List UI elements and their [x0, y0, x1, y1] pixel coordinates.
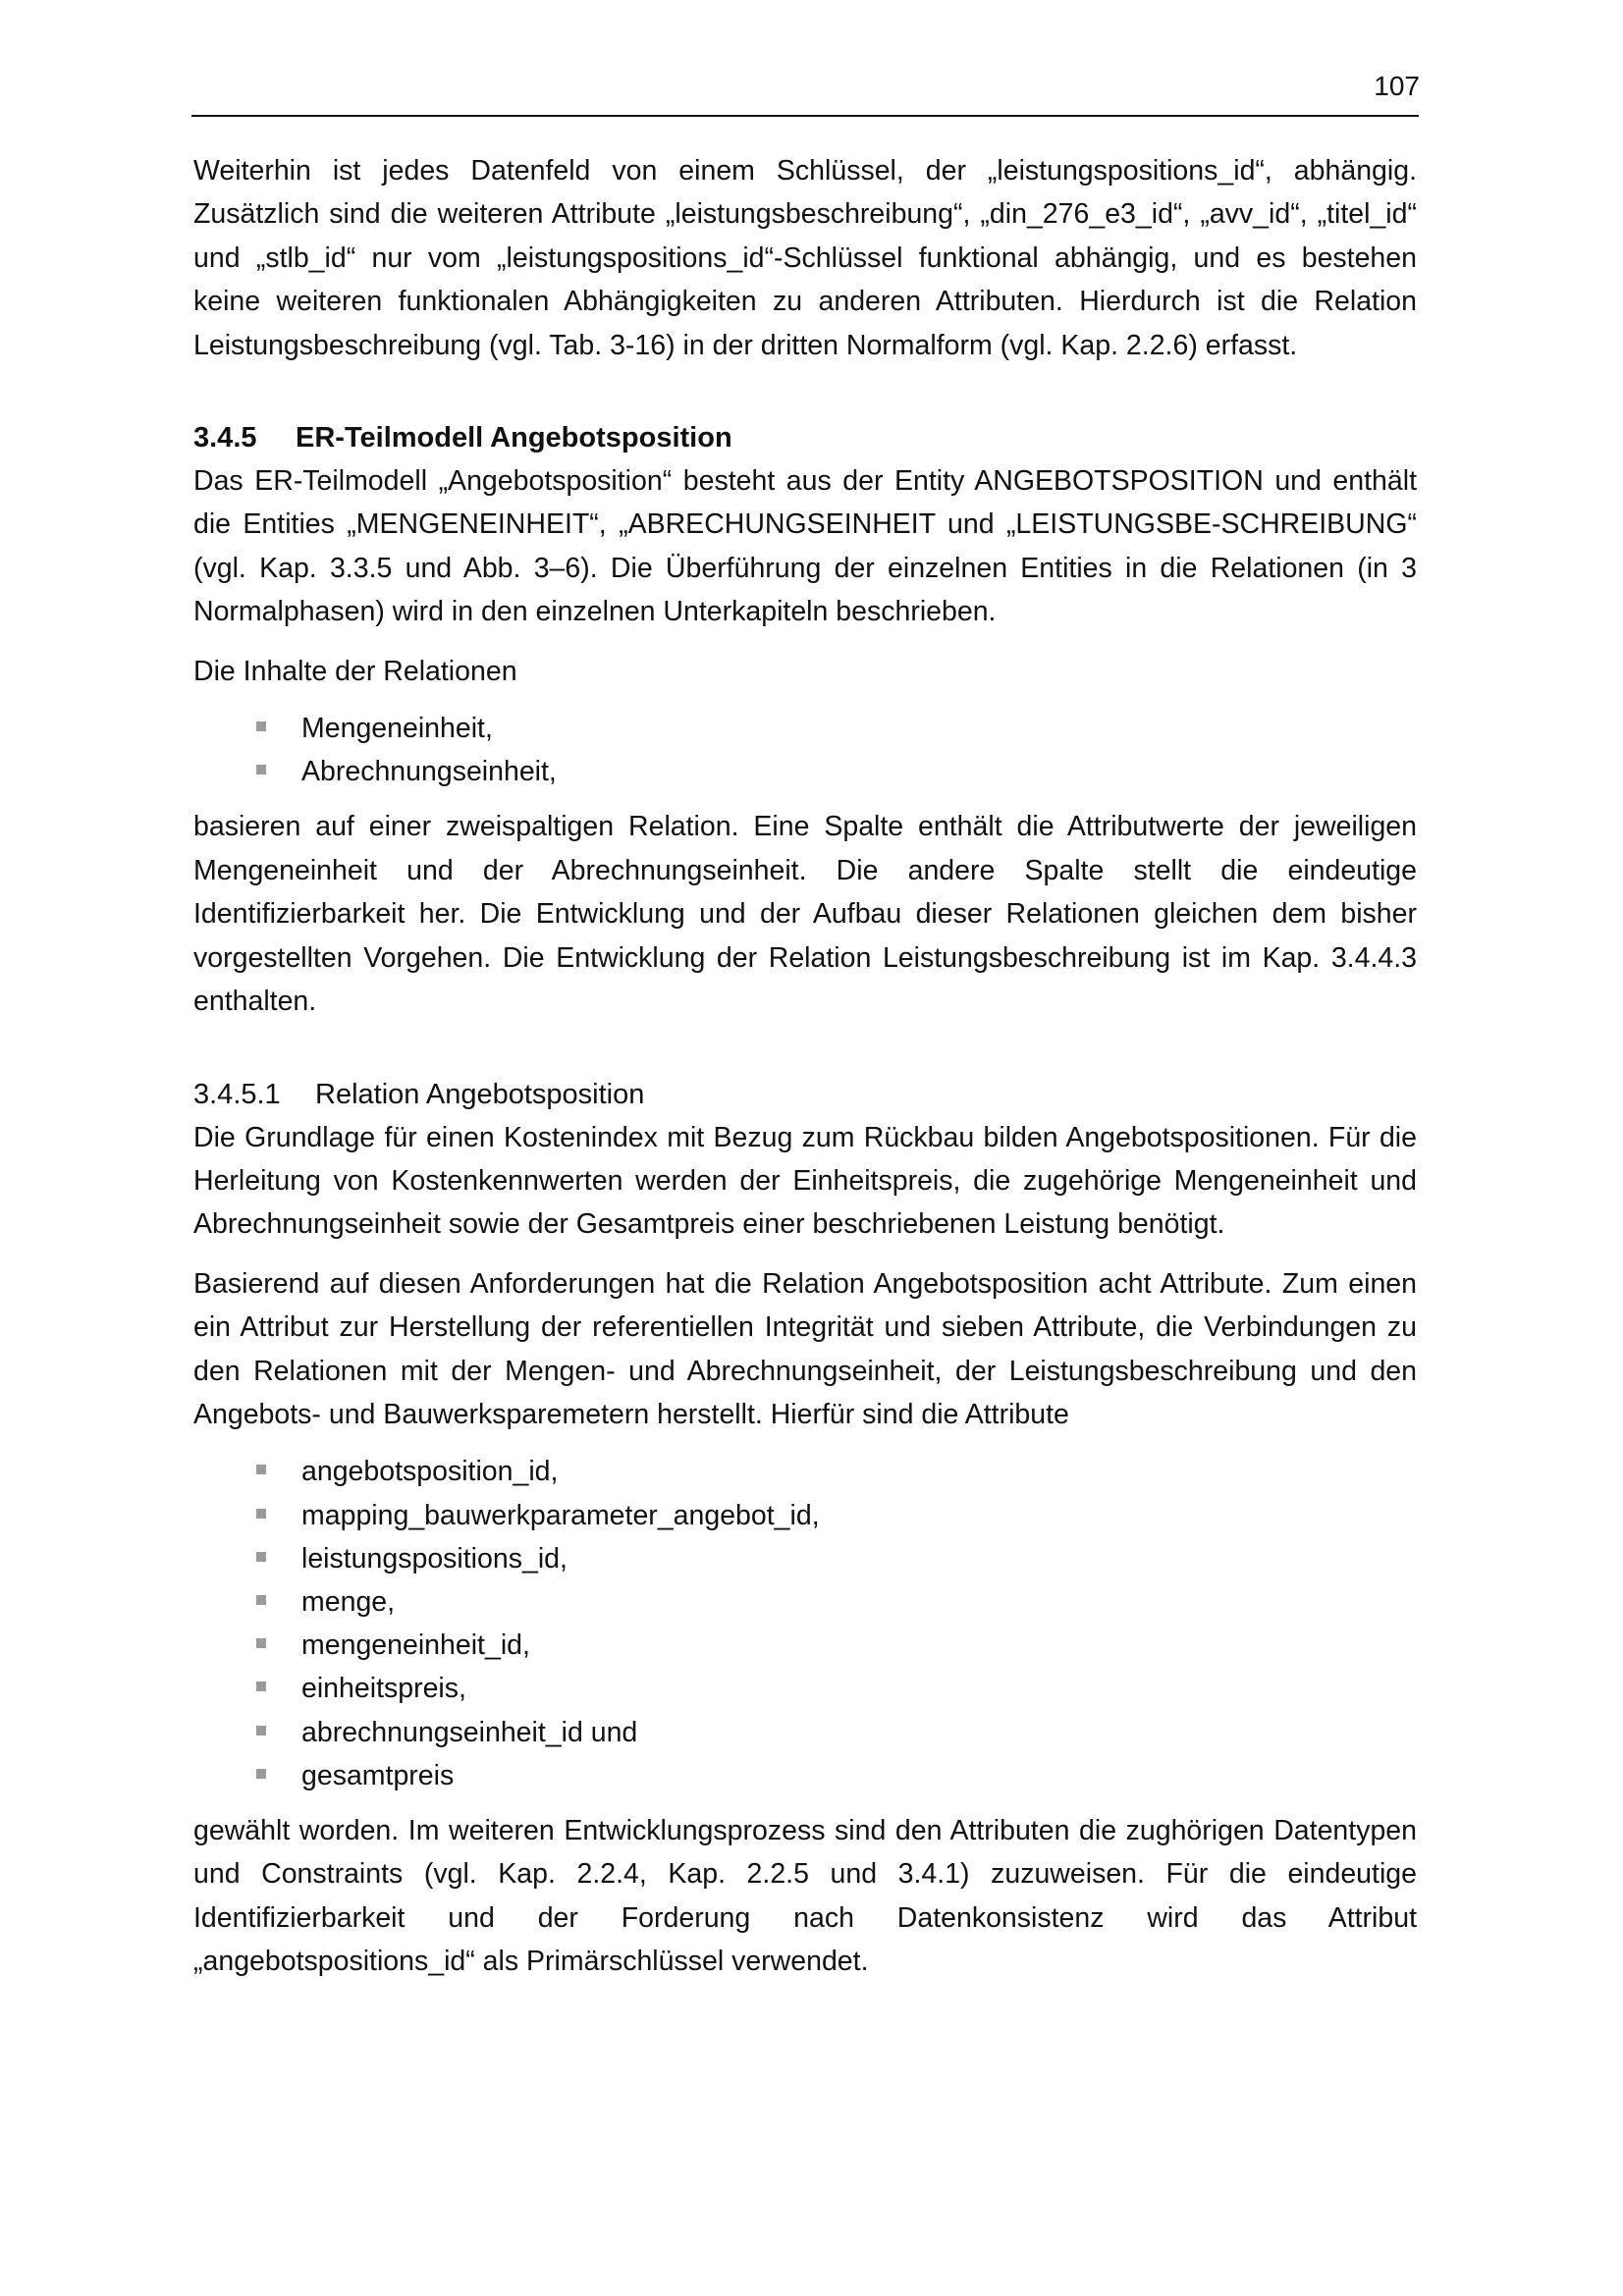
list-item: Abrechnungseinheit,	[193, 750, 1417, 793]
paragraph-cost-index: Die Grundlage für einen Kostenindex mit Bezug zum Rückbau bilden Angebotspositionen. Für die Herleitung von Kostenkennwerten werden der Einheitspreis, die zugehörige Mengeneinheit und Abrechnungseinheit sowie der Gesamtpreis einer beschriebenen Leistung benötigt.	[193, 1121, 1417, 1241]
header-rule	[191, 115, 1419, 117]
subsection-number: 3.4.5.1	[193, 1078, 281, 1110]
square-bullet-icon	[256, 1509, 266, 1519]
section-title: ER-Teilmodell Angebotsposition	[296, 422, 732, 454]
square-bullet-icon	[256, 1595, 266, 1605]
list-item: mengeneinheit_id,	[193, 1624, 1417, 1667]
list-item: mapping_bauwerkparameter_angebot_id,	[193, 1494, 1417, 1537]
attributes-list	[193, 1450, 1417, 1797]
paragraph-relations-intro: Die Inhalte der Relationen	[193, 655, 517, 687]
paragraph-er-model-intro: Das ER-Teilmodell „Angebotsposition“ besteht aus der Entity ANGEBOTSPOSITION und enthält die Entities „MENGENEINHEIT“, „ABRECHUNGSEINHEIT und „LEISTUNGSBE-SCHREIBUNG“ (vgl. Kap. 3.3.5 und Abb. 3–6). Die Überführung der einzelnen Entities in die Relationen (in 3 Normalphasen) wird in den einzelnen Unterkapiteln beschrieben.	[193, 465, 1417, 628]
section-number: 3.4.5	[193, 422, 257, 454]
page-number: 107	[1374, 71, 1420, 101]
list-item: Mengeneinheit,	[193, 707, 1417, 750]
list-item: einheitspreis,	[193, 1667, 1417, 1710]
paragraph-dependencies: Weiterhin ist jedes Datenfeld von einem Schlüssel, der „leistungspositions_id“, abhängig. Zusätzlich sind die weiteren Attribute „leistungsbeschreibung“, „din_276_e3_id“, „avv_id“, „titel_id“ und „stlb_id“ nur vom „leistungspositions_id“-Schlüssel funktional abhängig, und es bestehen keine weiteren funktionalen Abhängigkeiten zu anderen Attributen. Hierdurch ist die Relation Leistungsbeschreibung (vgl. Tab. 3-16) in der dritten Normalform (vgl. Kap. 2.2.6) erfasst.	[193, 155, 1417, 361]
paragraph-primary-key: gewählt worden. Im weiteren Entwicklungsprozess sind den Attributen die zughörigen Datentypen und Constraints (vgl. Kap. 2.2.4, Kap. 2.2.5 und 3.4.1) zuzuweisen. Für die eindeutige Identifizierbarkeit und der Forderung nach Datenkonsistenz wird das Attribut „angebotspositions_id“ als Primärschlüssel verwendet.	[193, 1814, 1417, 1978]
square-bullet-icon	[256, 1638, 266, 1648]
list-item: leistungspositions_id,	[193, 1537, 1417, 1580]
square-bullet-icon	[256, 1682, 266, 1691]
square-bullet-icon	[256, 1769, 266, 1779]
paragraph-attributes-intro: Basierend auf diesen Anforderungen hat die Relation Angebotsposition acht Attribute. Zum einen ein Attribut zur Herstellung der referentiellen Integrität und sieben Attribute, die Verbindungen zu den Relationen mit der Mengen- und Abrechnungseinheit, der Leistungsbeschreibung und den Angebots- und Bauwerksparemetern herstellt. Hierfür sind die Attribute	[193, 1267, 1417, 1430]
square-bullet-icon	[256, 1726, 266, 1735]
square-bullet-icon	[256, 1552, 266, 1562]
square-bullet-icon	[256, 1465, 266, 1474]
square-bullet-icon	[256, 721, 266, 731]
section-heading-3-4-5	[193, 416, 1417, 459]
page-content	[193, 149, 1417, 1984]
list-item: abrechnungseinheit_id und	[193, 1711, 1417, 1754]
list-item: gesamtpreis	[193, 1754, 1417, 1797]
list-item: angebotsposition_id,	[193, 1450, 1417, 1493]
subsection-heading-3-4-5-1	[193, 1073, 1417, 1116]
square-bullet-icon	[256, 765, 266, 774]
list-item: menge,	[193, 1580, 1417, 1624]
subsection-title: Relation Angebotsposition	[315, 1078, 645, 1110]
paragraph-two-column-relation: basieren auf einer zweispaltigen Relation. Eine Spalte enthält die Attributwerte der jeweiligen Mengeneinheit und der Abrechnungseinheit. Die andere Spalte stellt die eindeutige Identifizierbarkeit her. Die Entwicklung und der Aufbau dieser Relationen gleichen dem bisher vorgestellten Vorgehen. Die Entwicklung der Relation Leistungsbeschreibung ist im Kap. 3.4.4.3 enthalten.	[193, 811, 1417, 1018]
relations-list	[193, 707, 1417, 793]
